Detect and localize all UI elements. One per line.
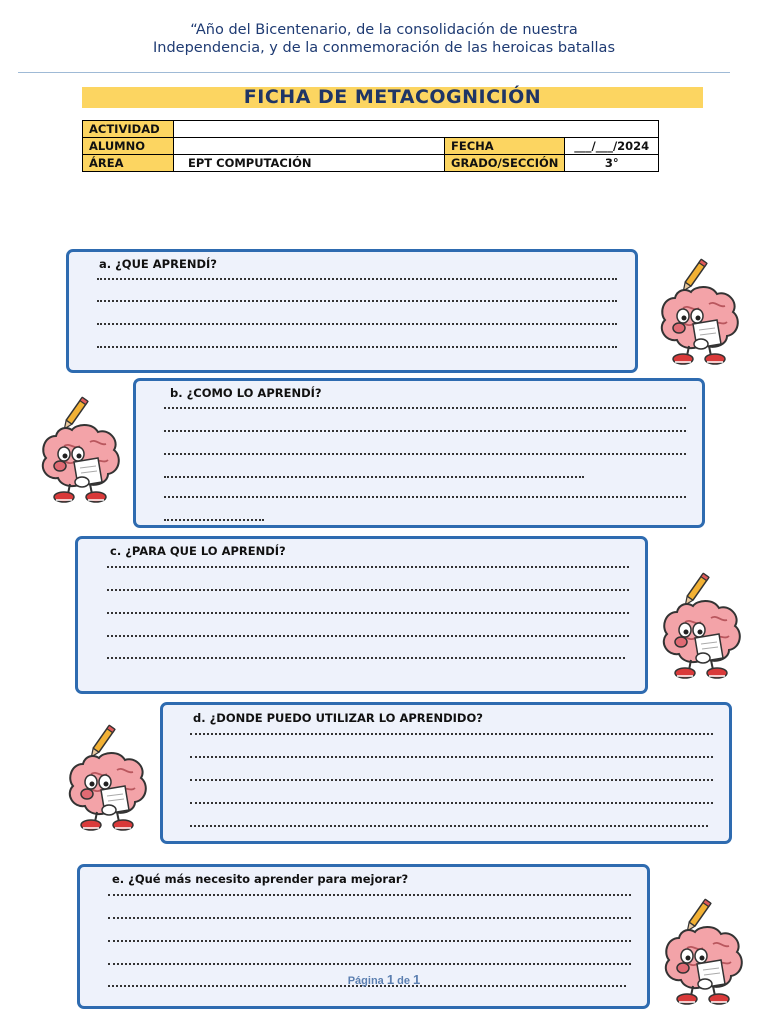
answer-line[interactable] bbox=[107, 589, 629, 591]
student-info-table bbox=[82, 120, 659, 172]
grado-label: GRADO/SECCIÓN bbox=[445, 155, 565, 172]
thinking-brain-icon bbox=[33, 396, 125, 506]
answer-line[interactable] bbox=[108, 894, 631, 896]
answer-line[interactable] bbox=[190, 733, 713, 735]
answer-line[interactable] bbox=[97, 346, 617, 348]
answer-line[interactable] bbox=[164, 430, 686, 432]
header-line-2: Independencia, y de la conmemoración de las heroicas batallas bbox=[152, 40, 615, 56]
alumno-row bbox=[83, 138, 659, 155]
answer-line[interactable] bbox=[97, 300, 617, 302]
area-field[interactable]: EPT COMPUTACIÓN bbox=[174, 155, 445, 172]
answer-line[interactable] bbox=[190, 802, 713, 804]
grado-field[interactable]: 3° bbox=[565, 155, 659, 172]
thinking-brain-icon bbox=[652, 258, 744, 368]
page-total: 1 bbox=[413, 972, 421, 987]
thinking-brain-icon bbox=[654, 572, 746, 682]
alumno-label: ALUMNO bbox=[83, 138, 174, 155]
answer-line[interactable] bbox=[107, 566, 629, 568]
fecha-label: FECHA bbox=[445, 138, 565, 155]
thinking-brain-icon bbox=[60, 724, 152, 834]
header-line-1: “Año del Bicentenario, de la consolidación de nuestra bbox=[190, 22, 578, 38]
answer-line[interactable] bbox=[164, 519, 264, 521]
page-current: 1 bbox=[386, 972, 395, 987]
question-card-c bbox=[75, 536, 648, 694]
area-label: ÁREA bbox=[83, 155, 174, 172]
header-divider bbox=[18, 72, 730, 73]
page-title: FICHA DE METACOGNICIÓN bbox=[82, 87, 703, 108]
question-c-label: c. ¿PARA QUE LO APRENDÍ? bbox=[110, 544, 286, 558]
thinking-brain-icon bbox=[656, 898, 748, 1008]
actividad-label: ACTIVIDAD bbox=[83, 121, 174, 138]
page-of: de bbox=[394, 975, 414, 987]
answer-line[interactable] bbox=[164, 476, 584, 478]
page-number bbox=[0, 972, 768, 987]
question-a-label: a. ¿QUE APRENDÍ? bbox=[99, 257, 217, 271]
answer-line[interactable] bbox=[190, 779, 713, 781]
alumno-field[interactable] bbox=[174, 138, 445, 155]
answer-line[interactable] bbox=[164, 453, 686, 455]
fecha-field[interactable]: ___/___/2024 bbox=[565, 138, 659, 155]
answer-line[interactable] bbox=[97, 278, 617, 280]
area-row bbox=[83, 155, 659, 172]
answer-line[interactable] bbox=[108, 940, 631, 942]
actividad-row bbox=[83, 121, 659, 138]
answer-line[interactable] bbox=[190, 756, 713, 758]
page-label: Página bbox=[347, 975, 387, 987]
answer-line[interactable] bbox=[164, 407, 686, 409]
question-d-label: d. ¿DONDE PUEDO UTILIZAR LO APRENDIDO? bbox=[193, 711, 483, 725]
question-e-label: e. ¿Qué más necesito aprender para mejorar? bbox=[112, 872, 409, 886]
answer-line[interactable] bbox=[107, 657, 625, 659]
answer-line[interactable] bbox=[190, 825, 708, 827]
answer-line[interactable] bbox=[108, 917, 631, 919]
answer-line[interactable] bbox=[107, 612, 629, 614]
answer-line[interactable] bbox=[108, 963, 631, 965]
official-year-header bbox=[0, 21, 768, 57]
actividad-field[interactable] bbox=[174, 121, 659, 138]
answer-line[interactable] bbox=[107, 635, 629, 637]
answer-line[interactable] bbox=[97, 323, 617, 325]
answer-line[interactable] bbox=[164, 496, 686, 498]
question-b-label: b. ¿COMO LO APRENDÍ? bbox=[170, 386, 322, 400]
